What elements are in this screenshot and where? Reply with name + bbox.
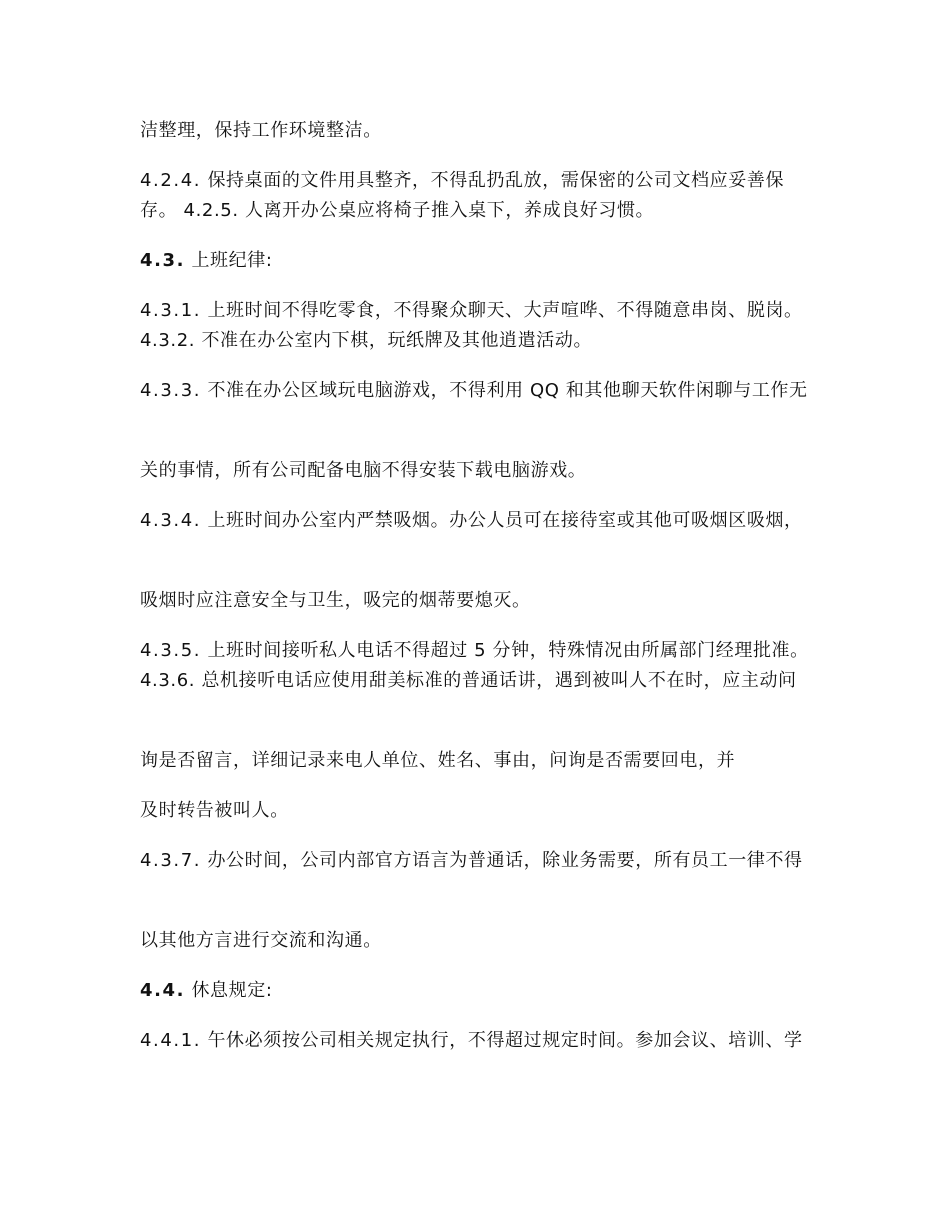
paragraph-text: 以其他方言进行交流和沟通。: [140, 930, 382, 951]
paragraph-text: 洁整理，保持工作环境整洁。: [140, 120, 382, 141]
paragraph-text: 上班时间接听私人电话不得超过 5 分钟，特殊情况由所属部门经理批准。 4.3.6. 总机接听电话应使用甜美标准的普通话讲，遇到被叫人不在时，应主动问: [140, 640, 809, 691]
section-title: 上班纪律:: [185, 250, 273, 271]
paragraph-continuation: [140, 586, 820, 616]
section-title: 休息规定:: [185, 980, 273, 1001]
paragraph-continuation: [140, 456, 820, 486]
clause-number: 4.4.1.: [140, 1030, 202, 1051]
paragraph-text: 吸烟时应注意安全与卫生，吸完的烟蒂要熄灭。: [140, 590, 531, 611]
clause-number: 4.3.3.: [140, 380, 202, 401]
paragraph-continuation: [140, 746, 820, 776]
paragraph-text: 关的事情，所有公司配备电脑不得安装下载电脑游戏。: [140, 460, 587, 481]
paragraph-4-3-1: [140, 296, 820, 356]
paragraph-4-4-1: [140, 1026, 820, 1056]
section-number: 4.4.: [140, 980, 186, 1001]
paragraph-text: 午休必须按公司相关规定执行，不得超过规定时间。参加会议、培训、学: [201, 1030, 803, 1051]
clause-number: 4.3.4.: [140, 510, 202, 531]
paragraph-continuation: [140, 926, 820, 956]
paragraph-text: 不准在办公区域玩电脑游戏，不得利用 QQ 和其他聊天软件闲聊与工作无: [201, 380, 808, 401]
paragraph-continuation: [140, 116, 820, 146]
clause-number: 4.3.5.: [140, 640, 202, 661]
paragraph-continuation: [140, 796, 820, 826]
paragraph-text: 保持桌面的文件用具整齐，不得乱扔乱放，需保密的公司文档应妥善保存。 4.2.5. 人离开办公桌应将椅子推入桌下，养成良好习惯。: [140, 170, 785, 221]
paragraph-text: 及时转告被叫人。: [140, 800, 289, 821]
section-heading-4-4: [140, 976, 820, 1006]
clause-number: 4.3.1.: [140, 300, 202, 321]
paragraph-text: 询是否留言，详细记录来电人单位、姓名、事由，问询是否需要回电，并: [140, 750, 736, 771]
section-number: 4.3.: [140, 250, 186, 271]
section-heading-4-3: [140, 246, 820, 276]
paragraph-text: 上班时间不得吃零食，不得聚众聊天、大声喧哗、不得随意串岗、脱岗。 4.3.2. 不准在办公室内下棋，玩纸牌及其他逍遣活动。: [140, 300, 803, 351]
clause-number: 4.2.4.: [140, 170, 202, 191]
paragraph-4-3-4: [140, 506, 820, 536]
paragraph-text: 上班时间办公室内严禁吸烟。办公人员可在接待室或其他可吸烟区吸烟，: [201, 510, 803, 531]
paragraph-4-2-4: [140, 166, 820, 226]
clause-number: 4.3.7.: [140, 850, 202, 871]
paragraph-4-3-5: [140, 636, 820, 696]
paragraph-4-3-7: [140, 846, 820, 876]
paragraph-text: 办公时间，公司内部官方语言为普通话，除业务需要，所有员工一律不得: [201, 850, 803, 871]
paragraph-4-3-3: [140, 376, 820, 406]
